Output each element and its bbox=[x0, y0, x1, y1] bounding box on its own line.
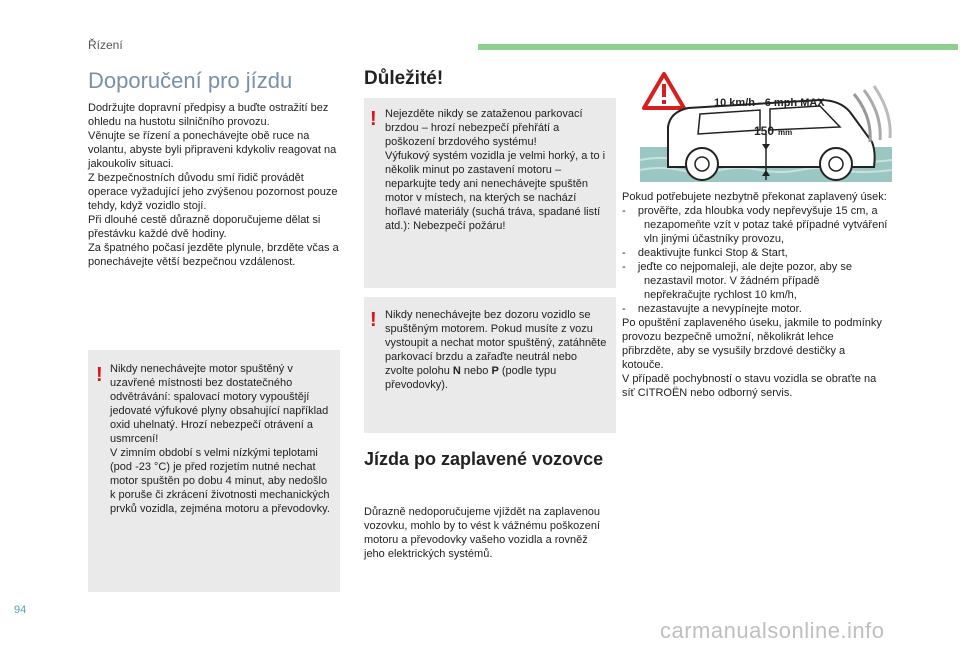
header-accent-bar bbox=[478, 44, 958, 50]
page-number: 94 bbox=[14, 604, 27, 616]
after-text: V případě pochybností o stavu vozidla se obraťte na síť CITROËN nebo odborný servis. bbox=[622, 373, 877, 399]
flood-figure bbox=[640, 72, 892, 182]
section-label: Řízení bbox=[88, 38, 123, 52]
flood-heading: Jízda po zaplavené vozovce bbox=[364, 449, 604, 469]
important-heading: Důležité! bbox=[364, 68, 444, 89]
paragraph: Při dlouhé cestě důrazně doporučujeme dělat si přestávku každé dvě hodiny. bbox=[88, 214, 321, 240]
flood-instructions bbox=[622, 190, 888, 400]
warning-icon: ! bbox=[96, 364, 103, 386]
speed-label: 10 km/h - 6 mph MAX bbox=[714, 97, 825, 109]
list-item: - deaktivujte funkci Stop & Start, bbox=[622, 247, 788, 259]
intro-text bbox=[88, 101, 343, 269]
paragraph: Z bezpečnostních důvodu smí řidič provádět operace vyžadující jeho zvýšenou pozornost pouze tehdy, když vozidlo stojí. bbox=[88, 172, 338, 212]
warning-box-engine bbox=[88, 350, 340, 592]
warning-text: Výfukový systém vozidla je velmi horký, a to i několik minut po zastavení motoru – neparkujte tedy ani nenechávejte spuštěn motor v místech, na kterých se nachází hořlavé materiály (suchá tráva, spadané listí atd.): Nebezpečí požáru! bbox=[385, 150, 606, 232]
after-text: Po opuštění zaplaveného úseku, jakmile to podmínky provozu bezpečně umožní, několikrát lehce přibrzděte, aby se vysušily brzdové destičky a kotouče. bbox=[622, 317, 882, 371]
warning-text: Nikdy nenechávejte bez dozoru vozidlo se spuštěným motorem. Pokud musíte z vozu vystoupit a nechat motor spuštěný, zatáhněte parkovací brzdu a zařaďte neutrál nebo zvolte polohu N nebo P (podle typu převodovky). bbox=[385, 309, 607, 391]
warning-box-brake bbox=[364, 98, 616, 288]
paragraph: Za špatného počasí jezděte plynule, brzděte včas a ponechávejte větší bezpečnou vzdálenost. bbox=[88, 242, 339, 268]
wheel-icon bbox=[686, 148, 718, 180]
watermark: carmanualsonline.info bbox=[660, 618, 885, 643]
depth-value: 150 bbox=[754, 124, 775, 138]
warning-box-unattended bbox=[364, 297, 616, 433]
list-item: - prověřte, zda hloubka vody nepřevyšuje 15 cm, a nezapomeňte vzít v potaz také případné vytváření vln jinými účastníky provozu, bbox=[622, 205, 888, 245]
warning-text: Nejezděte nikdy se zataženou parkovací brzdou – hrozí nebezpečí přehřátí a poškození brzdového systému! bbox=[385, 108, 583, 148]
instructions-intro: Pokud potřebujete nezbytně překonat zaplavený úsek: bbox=[622, 191, 887, 203]
warning-text: Nikdy nenechávejte motor spuštěný v uzavřené místnosti bez dostatečného odvětrávání: spalovací motory vypouštějí jedovaté výfukové plyny obsahující například oxid uhelnatý. Hrozí nebezpečí otrávení a usmrcení! bbox=[110, 363, 329, 445]
paragraph: Věnujte se řízení a ponechávejte obě ruce na volantu, abyste byli připraveni kdykoliv reagovat na jakoukoliv situaci. bbox=[88, 130, 337, 170]
list-item: - jeďte co nejpomaleji, ale dejte pozor, aby se nezastavil motor. V žádném případě nepřekračujte rychlost 10 km/h, bbox=[622, 261, 852, 301]
warning-text: V zimním období s velmi nízkými teplotami (pod -23 °C) je před rozjetím nutné nechat motor spuštěn po dobu 4 minut, aby nedošlo k poruše či zkrácení životnosti mechanických prvků vozidla, zejména motoru a převodovky. bbox=[110, 447, 330, 515]
flood-intro-text: Důrazně nedoporučujeme vjíždět na zaplavenou vozovku, mohlo by to vést k vážnému poškození motoru a převodovky vašeho vozidla a rovněž jeho elektrických systémů. bbox=[364, 506, 601, 560]
depth-unit: mm bbox=[778, 128, 793, 137]
list-item: - nezastavujte a nevypínejte motor. bbox=[622, 303, 802, 315]
paragraph: Dodržujte dopravní předpisy a buďte ostražití bez ohledu na hustotu silničního provozu. bbox=[88, 102, 329, 128]
page-title: Doporučení pro jízdu bbox=[88, 68, 293, 93]
wheel-icon bbox=[820, 148, 852, 180]
warning-icon: ! bbox=[370, 309, 377, 331]
warning-icon: ! bbox=[370, 108, 377, 130]
